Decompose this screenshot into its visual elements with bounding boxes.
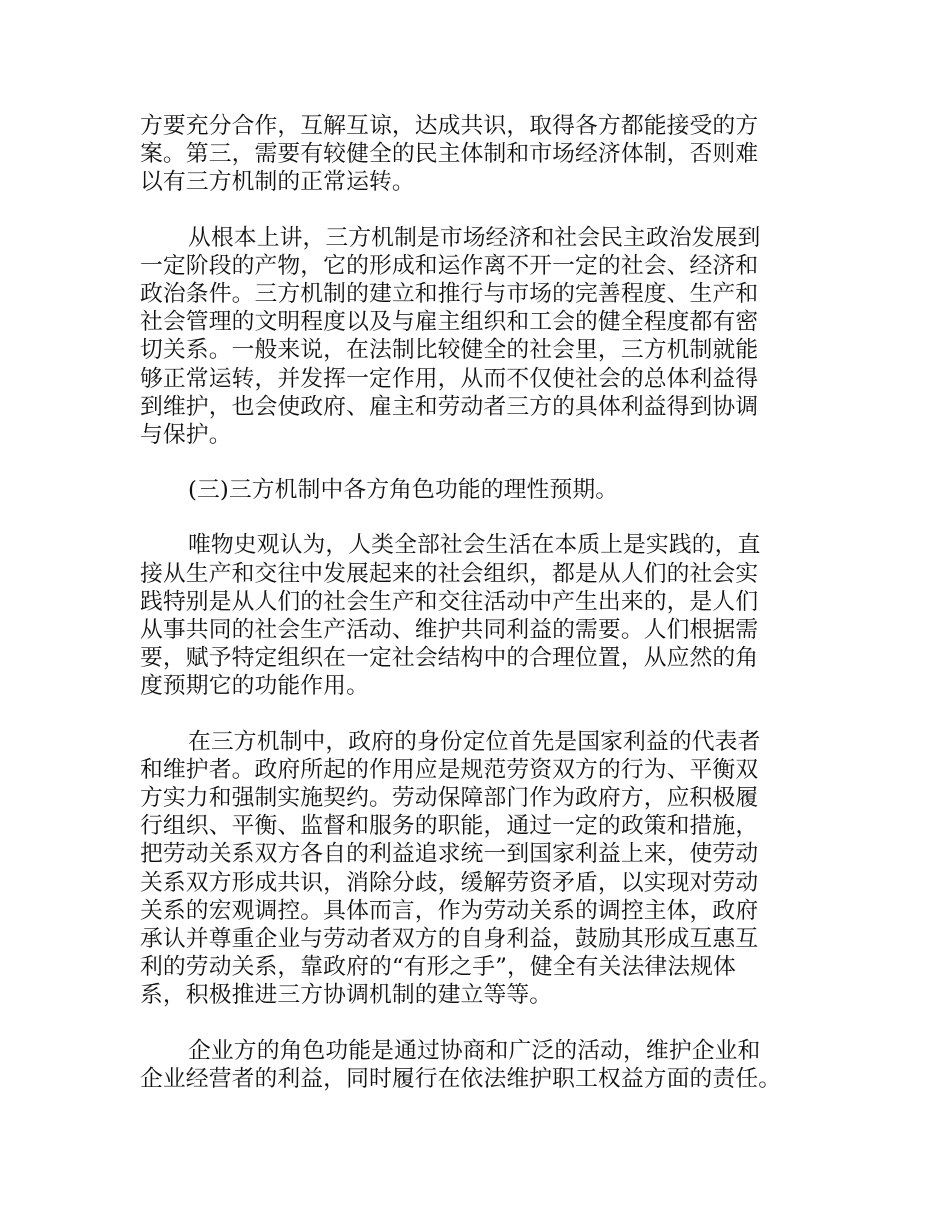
section-heading [140,476,830,504]
text-line: 够正常运转，并发挥一定作用，从而不仅使社会的总体利益得 [140,365,759,392]
text-line: 度预期它的功能作用。 [140,673,369,700]
text-line: 企业经营者的利益，同时履行在依法维护职工权益方面的责任。 [140,1065,782,1092]
text-line: 行组织、平衡、监督和服务的职能，通过一定的政策和措施， [140,813,759,840]
text-line: 政治条件。三方机制的建立和推行与市场的完善程度、生产和 [140,281,759,308]
text-line: 与保护。 [140,422,232,449]
text-line: 方要充分合作，互解互谅，达成共识，取得各方都能接受的方 [140,113,759,139]
text-line: 接从生产和交往中发展起来的社会组织，都是从人们的社会实 [140,560,759,587]
paragraph-historical-materialism [140,531,830,700]
text-line: 方实力和强制实施契约。劳动保障部门作为政府方，应积极履 [140,785,759,812]
text-line: 要，赋予特定组织在一定社会结构中的合理位置，从应然的角 [140,645,759,672]
text-line: 以有三方机制的正常运转。 [140,169,415,196]
text-line: 把劳动关系双方各自的利益追求统一到国家利益上来，使劳动 [140,841,759,868]
text-line: 企业方的角色功能是通过协商和广泛的活动，维护企业和 [188,1037,761,1064]
text-line: 唯物史观认为，人类全部社会生活在本质上是实践的，直 [188,532,761,559]
section-heading-text: (三)三方机制中各方角色功能的理性预期。 [188,477,619,504]
text-line: 利的劳动关系，靠政府的“有形之手”，健全有关法律法规体 [140,954,736,981]
text-line: 切关系。一般来说，在法制比较健全的社会里，三方机制就能 [140,337,759,364]
text-line: 和维护者。政府所起的作用应是规范劳资双方的行为、平衡双 [140,756,759,783]
paragraph-continuation [140,112,830,197]
text-line: 从根本上讲，三方机制是市场经济和社会民主政治发展到 [188,224,761,251]
document-page [140,112,830,1093]
text-line: 一定阶段的产物，它的形成和运作离不开一定的社会、经济和 [140,252,759,279]
paragraph-fundamentals [140,224,830,450]
text-line: 关系双方形成共识，消除分歧，缓解劳资矛盾，以实现对劳动 [140,869,759,896]
text-line: 践特别是从人们的社会生产和交往活动中产生出来的，是人们 [140,588,759,615]
text-line: 案。第三，需要有较健全的民主体制和市场经济体制，否则难 [140,141,759,168]
text-line: 系，积极推进三方协调机制的建立等等。 [140,982,553,1009]
text-line: 关系的宏观调控。具体而言，作为劳动关系的调控主体，政府 [140,897,759,924]
text-line: 社会管理的文明程度以及与雇主组织和工会的健全程度都有密 [140,309,759,336]
text-line: 承认并尊重企业与劳动者双方的自身利益，鼓励其形成互惠互 [140,926,759,953]
text-line: 在三方机制中，政府的身份定位首先是国家利益的代表者 [188,728,761,755]
paragraph-enterprise-role [140,1037,830,1093]
paragraph-government-role [140,728,830,1010]
text-line: 从事共同的社会生产活动、维护共同利益的需要。人们根据需 [140,617,759,644]
text-line: 到维护，也会使政府、雇主和劳动者三方的具体利益得到协调 [140,393,759,420]
